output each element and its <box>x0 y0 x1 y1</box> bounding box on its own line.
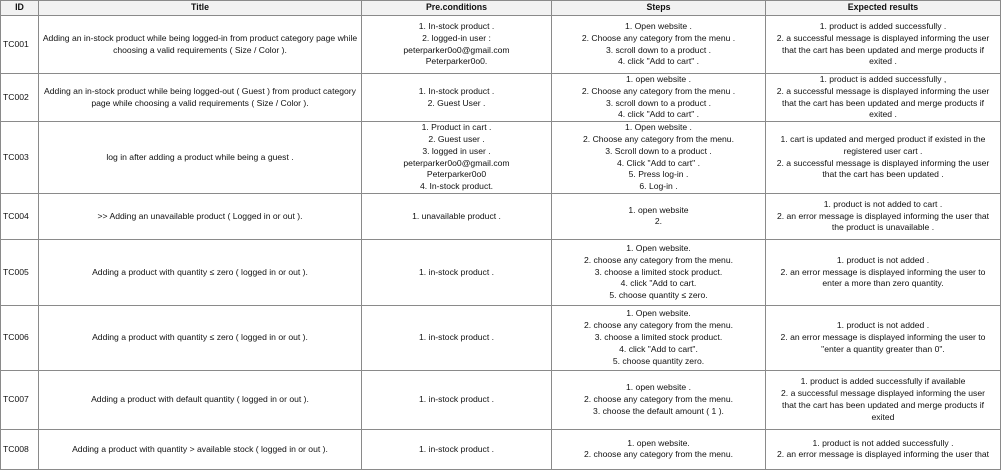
expected-line: 1. product is not added . <box>836 254 930 265</box>
precondition-line: 1. in-stock product . <box>419 443 494 454</box>
expected-line: 1. product is added successfully if available <box>800 376 966 387</box>
cell-title[interactable] <box>39 122 362 194</box>
step-line: 2. choose any category from the menu. <box>583 320 734 331</box>
step-line: 5. Press log-in . <box>628 169 689 180</box>
step-line: 3. Scroll down to a product . <box>605 145 712 156</box>
step-line: 2. Choose any category from the menu . <box>581 32 736 43</box>
expected-line: that the cart has been updated . <box>822 169 944 180</box>
expected-line: 1. cart is updated and merged product if existed in the <box>780 133 986 144</box>
cell-preconditions[interactable] <box>362 193 552 239</box>
step-line: 1. Open website . <box>625 20 692 31</box>
expected-line: 1. product is not added successfully . <box>812 437 954 448</box>
expected-line: exited . <box>869 56 897 67</box>
cell-id[interactable]: TC003 <box>1 122 39 194</box>
step-line: 2. choose any category from the menu. <box>583 254 734 265</box>
step-line: 1. open website. <box>627 437 690 448</box>
step-line: 1. Open website. <box>626 242 691 253</box>
table-row <box>1 239 1001 305</box>
table-row <box>1 74 1001 122</box>
precondition-line: 1. In-stock product . <box>418 20 495 31</box>
expected-line: 2. an error message is displayed informing the user to <box>780 332 986 343</box>
expected-line: exited . <box>869 109 897 120</box>
cell-id[interactable]: TC005 <box>1 239 39 305</box>
expected-line: 1. product is added successfully , <box>819 74 947 84</box>
cell-expected-results[interactable] <box>766 305 1001 370</box>
step-line: 2. <box>654 216 663 227</box>
cell-preconditions[interactable] <box>362 16 552 74</box>
precondition-line: 1. in-stock product . <box>419 266 494 277</box>
step-line: 3. choose a limited stock product. <box>594 266 723 277</box>
cell-id[interactable]: TC008 <box>1 429 39 469</box>
cell-expected-results[interactable] <box>766 193 1001 239</box>
step-line: 4. click "Add to cart" . <box>617 56 700 67</box>
expected-line: 2. a successful message displayed informing the user <box>781 388 985 399</box>
cell-title[interactable] <box>39 74 362 122</box>
expected-line: 2. an error message is displayed informing the user to <box>780 266 986 277</box>
cell-title[interactable] <box>39 370 362 429</box>
expected-line: enter a more than zero quantity. <box>822 278 944 289</box>
cell-steps[interactable] <box>552 370 766 429</box>
step-line: 4. click "Add to cart" . <box>617 109 700 120</box>
cell-expected-results[interactable] <box>766 74 1001 122</box>
cell-steps[interactable] <box>552 16 766 74</box>
title-text: >> Adding an unavailable product ( Logged in or out ). <box>97 210 303 221</box>
cell-title[interactable] <box>39 305 362 370</box>
title-text: Adding a product with quantity ≤ zero ( logged in or out ). <box>92 266 308 277</box>
step-line: 1. Open website . <box>625 122 692 133</box>
precondition-line: 2. logged-in user : <box>422 32 491 43</box>
cell-expected-results[interactable] <box>766 16 1001 74</box>
column-header-expected-results[interactable]: Expected results <box>766 1 1001 16</box>
precondition-line: Peterparker0o0 <box>426 169 487 180</box>
expected-line: 2. a successful message is displayed informing the user <box>776 32 990 43</box>
cell-preconditions[interactable] <box>362 305 552 370</box>
step-line: 5. choose quantity ≤ zero. <box>609 290 708 301</box>
cell-steps[interactable] <box>552 239 766 305</box>
step-line: 6. Log-in . <box>639 181 678 192</box>
table-row <box>1 193 1001 239</box>
expected-line: 1. product is added successfully . <box>819 20 947 31</box>
table-row <box>1 429 1001 469</box>
precondition-line: 1. in-stock product . <box>419 332 494 343</box>
cell-steps[interactable] <box>552 305 766 370</box>
cell-id[interactable]: TC002 <box>1 74 39 122</box>
step-line: 3. scroll down to a product . <box>605 44 712 55</box>
precondition-line: Peterparker0o0. <box>425 56 488 67</box>
title-text: Adding an in-stock product while being logged-out ( Guest ) from product category page while choosing a valid requirements ( Size / Color ). <box>44 85 356 108</box>
step-line: 2. Choose any category from the menu. <box>583 133 734 144</box>
expected-line: 1. product is not added to cart . <box>823 198 943 209</box>
cell-steps[interactable] <box>552 429 766 469</box>
cell-title[interactable] <box>39 429 362 469</box>
cell-preconditions[interactable] <box>362 122 552 194</box>
precondition-line: peterparker0o0@gmail.com <box>403 157 510 168</box>
precondition-line: 2. Guest User . <box>427 97 486 108</box>
column-header-preconditions[interactable]: Pre.conditions <box>362 1 552 16</box>
table-row <box>1 305 1001 370</box>
expected-line: "enter a quantity greater than 0". <box>821 343 945 354</box>
cell-id[interactable]: TC006 <box>1 305 39 370</box>
title-text: Adding a product with quantity > available stock ( logged in or out ). <box>72 443 328 454</box>
step-line: 2. choose any category from the menu. <box>583 449 734 460</box>
expected-line: 2. an error message is displayed informing the user that <box>776 449 990 460</box>
title-text: Adding a product with default quantity ( logged in or out ). <box>91 394 309 405</box>
cell-id[interactable]: TC001 <box>1 16 39 74</box>
precondition-line: 1. In-stock product . <box>418 85 495 96</box>
step-line: 3. choose a limited stock product. <box>594 332 723 343</box>
expected-line: registered user cart . <box>843 145 923 156</box>
precondition-line: 4. In-stock product. <box>419 181 494 192</box>
step-line: 4. click "Add to cart. <box>620 278 697 289</box>
expected-line: 2. an error message is displayed informing the user that <box>776 210 990 221</box>
step-line: 5. choose quantity zero. <box>612 355 705 366</box>
precondition-line: peterparker0o0@gmail.com <box>403 44 510 55</box>
cell-title[interactable] <box>39 16 362 74</box>
step-line: 4. click "Add to cart". <box>619 343 698 354</box>
title-text: Adding an in-stock product while being logged-in from product category page while choosing a valid requirements ( Size / Color ). <box>42 32 358 55</box>
cell-preconditions[interactable] <box>362 429 552 469</box>
step-line: 1. open website . <box>626 382 691 393</box>
step-line: 1. Open website. <box>626 308 691 319</box>
expected-line: exited <box>871 411 895 422</box>
expected-line: the product is unavailable . <box>831 222 935 233</box>
cell-steps[interactable] <box>552 122 766 194</box>
column-header-title[interactable]: Title <box>39 1 362 16</box>
cell-expected-results[interactable] <box>766 122 1001 194</box>
cell-preconditions[interactable] <box>362 239 552 305</box>
cell-id[interactable]: TC007 <box>1 370 39 429</box>
title-text: log in after adding a product while being a guest . <box>106 151 294 162</box>
expected-line: that the cart has been updated and merge products if <box>781 97 985 108</box>
cell-preconditions[interactable] <box>362 370 552 429</box>
precondition-line: 1. Product in cart . <box>421 122 492 133</box>
step-line: 4. Click "Add to cart" . <box>617 157 700 168</box>
precondition-line: 2. Guest user . <box>428 133 485 144</box>
column-header-steps[interactable]: Steps <box>552 1 766 16</box>
step-line: 1. open website <box>628 204 689 215</box>
cell-steps[interactable] <box>552 74 766 122</box>
cell-expected-results[interactable] <box>766 370 1001 429</box>
expected-line: that the cart has been updated and merge products if <box>781 44 985 55</box>
cell-id[interactable]: TC004 <box>1 193 39 239</box>
step-line: 1. open website . <box>626 74 691 84</box>
cell-title[interactable] <box>39 193 362 239</box>
step-line: 3. choose the default amount ( 1 ). <box>593 405 724 416</box>
cell-expected-results[interactable] <box>766 239 1001 305</box>
precondition-line: 1. in-stock product . <box>419 394 494 405</box>
step-line: 2. choose any category from the menu. <box>583 394 734 405</box>
expected-line: that the cart has been updated and merge products if <box>781 399 985 410</box>
table-row <box>1 16 1001 74</box>
cell-expected-results[interactable] <box>766 429 1001 469</box>
table-row <box>1 370 1001 429</box>
step-line: 3. scroll down to a product . <box>605 97 712 108</box>
expected-line: 2. a successful message is displayed informing the user <box>776 85 990 96</box>
step-line: 2. Choose any category from the menu . <box>581 85 736 96</box>
table-row <box>1 122 1001 194</box>
cell-title[interactable] <box>39 239 362 305</box>
expected-line: 1. product is not added . <box>836 320 930 331</box>
column-header-id[interactable]: ID <box>1 1 39 16</box>
expected-line: 2. a successful message is displayed informing the user <box>776 157 990 168</box>
cell-steps[interactable] <box>552 193 766 239</box>
header-row <box>1 1 1001 16</box>
title-text: Adding a product with quantity ≤ zero ( logged in or out ). <box>92 332 308 343</box>
cell-preconditions[interactable] <box>362 74 552 122</box>
precondition-line: 1. unavailable product . <box>412 210 501 221</box>
precondition-line: 3. logged in user . <box>422 145 491 156</box>
